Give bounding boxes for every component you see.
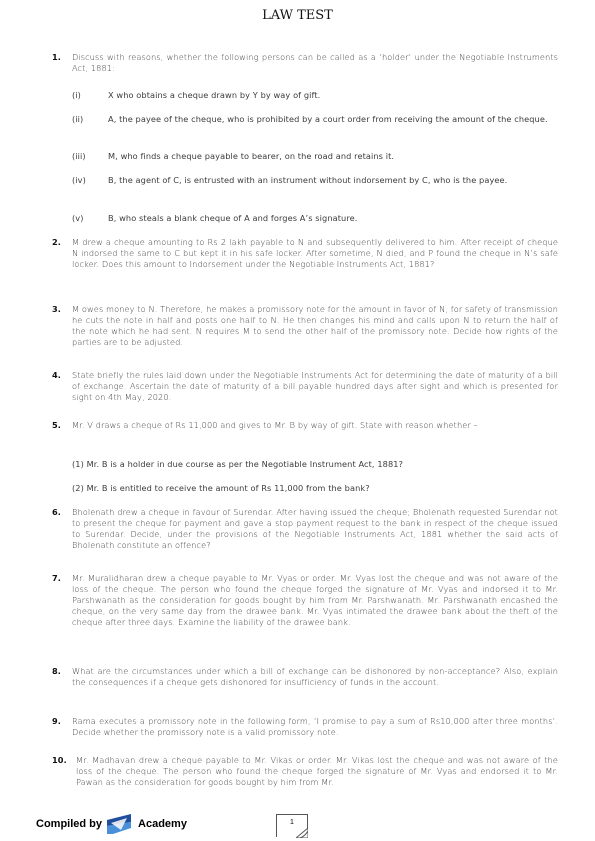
footer-branding: [36, 814, 187, 834]
question-text: Mr. Madhavan drew a cheque payable to Mr. Vikas or order. Mr. Vikas lost the cheque and was not aware of the loss of the cheque. The person who found the cheque forged the signature of Mr. Vyas and endorsed it to Mr. Pawan as the consideration for goods bought by him from Mr.: [76, 755, 558, 787]
footer-suffix: Academy: [138, 818, 187, 830]
question-number: 3.: [52, 304, 62, 314]
page-curl-icon: [296, 828, 308, 838]
question-text: Discuss with reasons, whether the following persons can be called as a ‘holder’ under the Negotiable Instruments Act, 1881:: [72, 52, 558, 73]
item-label: (ii): [72, 114, 84, 124]
question-number: 10.: [52, 755, 67, 765]
question-6: [52, 507, 558, 551]
question-number: 6.: [52, 507, 62, 517]
item-label: (i): [72, 90, 81, 100]
question-number: 7.: [52, 573, 62, 583]
page-number-box: [276, 814, 308, 837]
page-title: LAW TEST: [262, 8, 333, 23]
question-1-item-iii: [72, 151, 558, 162]
item-label: (iii): [72, 151, 86, 161]
item-text: X who obtains a cheque drawn by Y by way of gift.: [108, 90, 321, 100]
footer-prefix: Compiled by: [36, 818, 103, 830]
question-8: [52, 666, 558, 688]
item-text: B, who steals a blank cheque of A and forges A’s signature.: [108, 213, 358, 223]
question-text: State briefly the rules laid down under the Negotiable Instruments Act for determining the date of maturity of a bill of exchange. Ascertain the date of maturity of a bill payable hundred days after sight and which is presented for sight on 4th May, 2020.: [72, 370, 558, 402]
question-number: 4.: [52, 370, 62, 380]
page-number: 1: [290, 819, 294, 826]
question-text: Mr. V draws a cheque of Rs 11,000 and gives to Mr. B by way of gift. State with reason whether –: [72, 420, 478, 430]
item-text: B, the agent of C, is entrusted with an instrument without indorsement by C, who is the payee.: [108, 175, 508, 185]
question-5-item-2: (2) Mr. B is entitled to receive the amount of Rs 11,000 from the bank?: [72, 483, 370, 493]
item-label: (iv): [72, 175, 86, 185]
question-1-item-ii: [72, 114, 558, 125]
question-1-item-v: [72, 213, 558, 224]
question-7: [52, 573, 558, 628]
question-number: 8.: [52, 666, 62, 676]
question-5: [52, 420, 558, 431]
item-label: (v): [72, 213, 84, 223]
question-4: [52, 370, 558, 403]
question-10: [52, 755, 558, 788]
question-text: Rama executes a promissory note in the following form, ‘I promise to pay a sum of Rs10,000 after three months’. Decide whether the promissory note is a valid promissory note.: [72, 716, 558, 737]
question-5-item-1: (1) Mr. B is a holder in due course as per the Negotiable Instrument Act, 1881?: [72, 459, 404, 469]
question-number: 5.: [52, 420, 62, 430]
question-number: 9.: [52, 716, 62, 726]
question-1: [52, 52, 558, 74]
question-text: M drew a cheque amounting to Rs 2 lakh payable to N and subsequently delivered to him. After receipt of cheque N indorsed the same to C but kept it in his safe locker. After sometime, N died, and P found the cheque in N’s safe locker. Does this amount to Indorsement under the Negotiable Instruments Act, 1881?: [72, 237, 558, 269]
question-number: 2.: [52, 237, 62, 247]
question-3: [52, 304, 558, 348]
academy-logo-icon: [107, 814, 131, 834]
question-text: What are the circumstances under which a bill of exchange can be dishonored by non-acceptance? Also, explain the consequences if a cheque gets dishonored for insufficiency of funds in the account.: [72, 666, 558, 687]
item-text: M, who finds a cheque payable to bearer, on the road and retains it.: [108, 151, 395, 161]
question-text: Mr. Muralidharan drew a cheque payable to Mr. Vyas or order. Mr. Vyas lost the cheque and was not aware of the loss of the cheque. The person who found the cheque forged the signature of Mr. Vyas and indorsed it to Mr. Parshwanath as the consideration for goods bought by him from Mr. Parshwanath. Mr. Parshwanath encashed the cheque, on the very same day from the drawee bank. Mr. Vyas intimated the drawee bank about the theft of the cheque after three days. Examine the liability of the drawee bank.: [72, 573, 558, 627]
question-number: 1.: [52, 52, 62, 62]
question-1-item-i: [72, 90, 558, 101]
question-1-item-iv: [72, 175, 558, 186]
question-text: Bholenath drew a cheque in favour of Surendar. After having issued the cheque; Bholenath requested Surendar not to present the cheque for payment and gave a stop payment request to the bank in respect of the cheque issued to Surendar. Decide, under the provisions of the Negotiable Instruments Act, 1881 whether the said acts of Bholenath constitute an offence?: [72, 507, 558, 550]
item-text: A, the payee of the cheque, who is prohibited by a court order from receiving the amount of the cheque.: [108, 114, 548, 124]
question-text: M owes money to N. Therefore, he makes a promissory note for the amount in favor of N, for safety of transmission he cuts the note in half and posts one half to N. He then changes his mind and calls upon N to return the half of the note which he had sent. N requires M to send the other half of the promissory note. Decide how rights of the parties are to be adjusted.: [72, 304, 558, 347]
question-2: [52, 237, 558, 270]
question-9: [52, 716, 558, 738]
